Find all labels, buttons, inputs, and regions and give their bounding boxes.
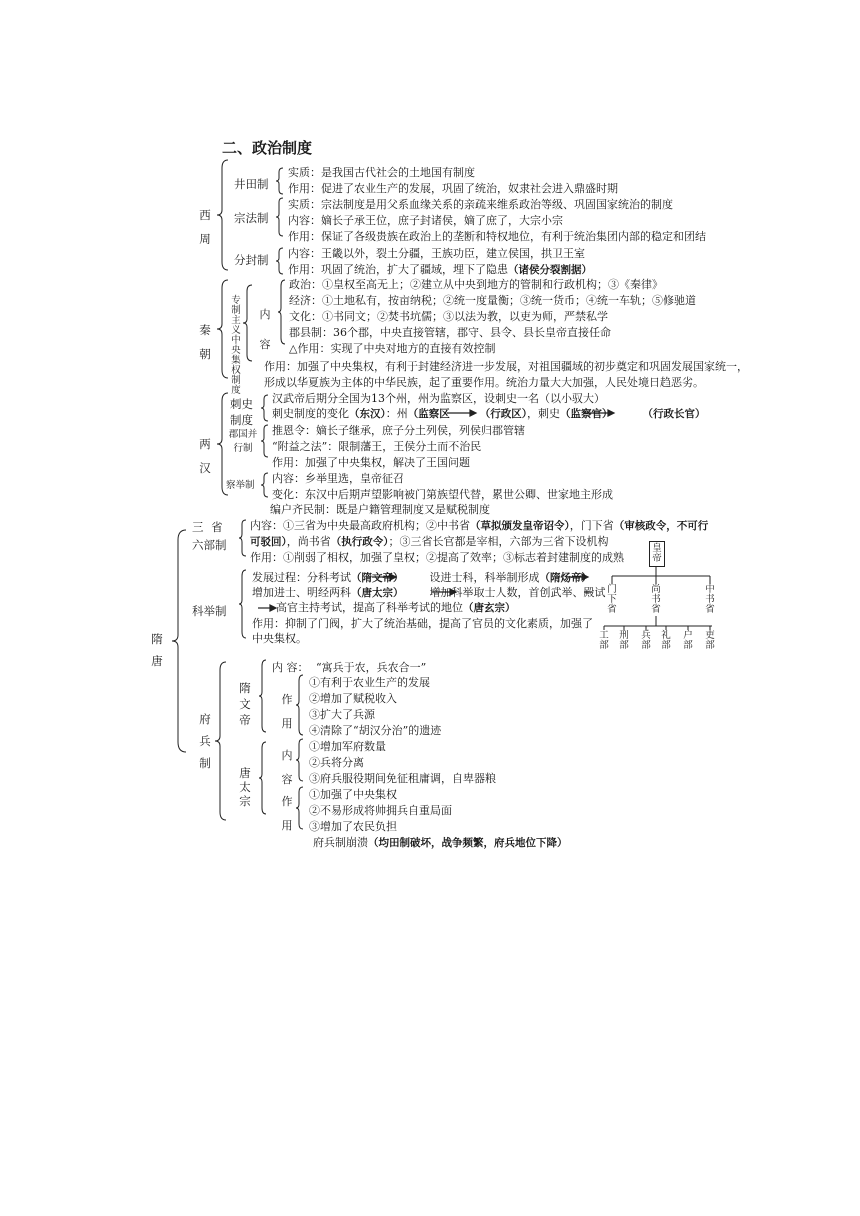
label-fubing: 府兵制 [199,712,211,770]
org-bingbu: 兵部 [641,630,651,651]
keju-line-2: 增加进士、明经两科（唐太宗） 增加科举取士人数，首创武举、殿试 [252,586,606,599]
org-hubu: 户部 [683,630,693,651]
sansheng-line-1: 内容：①三省为中央最高政府机构；②中书省（草拟颁发皇帝诏令），门下省（审核政令，不可行 [250,519,709,532]
era-xizhou: 西周 [199,208,211,246]
taizong-effect-1: ①加强了中央集权 [309,788,397,801]
taizong-effect-2: ②不易形成将帅拥兵自重局面 [309,804,452,817]
taizong-content-1: ①增加军府数量 [309,740,386,753]
sansheng-line-2: 可驳回），尚书省（执行政令）；③三省长官都是宰相，六部为三省下设机构 [250,535,609,548]
zongfa-line-3: 作用：保证了各级贵族在政治上的垄断和特权地位，有利于统治集团内部的稳定和团结 [288,230,706,243]
wendi-content-label: 内 容： [272,661,309,674]
label-cishi: 刺史制度 [230,397,253,427]
taizong-effect-3: ③增加了农民负担 [309,820,397,833]
bianhu-line: 编户齐民制：既是户籍管理制度又是赋税制度 [270,503,490,516]
org-zhongshu: 中书省 [705,584,715,615]
chaju-line-1: 内容：乡举里选，皇帝征召 [272,472,404,485]
qin-line-4: 郡县制：36个郡，中央直接管辖，郡守、县令、县长皇帝直接任命 [289,326,611,339]
taizong-content-2: ②兵将分离 [309,756,364,769]
qin-line-2: 经济：①土地私有，按亩纳税；②统一度量衡；③统一货币；④统一车轨；⑤修驰道 [289,294,696,307]
fubing-collapse: 府兵制崩溃（均田制破坏，战争频繁，府兵地位下降） [313,836,568,849]
org-xingbu: 刑部 [619,630,629,651]
label-sansheng-2: 六部制 [192,538,227,552]
wendi-effect-4: ④清除了“胡汉分治”的遗迹 [309,724,442,737]
label-zongfa: 宗法制 [234,211,269,225]
chaju-line-2: 变化：东汉中后期声望影响被门第族望代替，累世公卿、世家地主形成 [272,488,613,501]
label-jingtian: 井田制 [234,177,269,191]
qin-effect-1: 作用：加强了中央集权，有利于封建经济进一步发展，对祖国疆域的初步奠定和巩固发展国家统一， [264,360,748,373]
wendi-effect-1: ①有利于农业生产的发展 [309,676,430,689]
keju-line-1: 发展过程：分科考试（隋文帝） 设进士科，科举制形成（隋炀帝） [252,571,592,584]
wendi-effect-3: ③扩大了兵源 [309,708,375,721]
label-qin-system: 专制主义中央集权制度 [231,295,241,396]
jungou-line-3: 作用：加强了中央集权，解决了王国问题 [272,456,470,469]
label-chaju: 察举制 [226,480,255,491]
zongfa-line-1: 实质：宗法制度是用父系血缘关系的亲疏来维系政治等级、巩固国家统治的制度 [288,198,673,211]
qin-line-3: 文化：①书同文；②焚书坑儒；③以法为教，以吏为师，严禁私学 [289,310,608,323]
label-taizong: 唐太宗 [239,766,251,808]
fenfeng-line-2: 作用：巩固了统治，扩大了疆域，埋下了隐患（诸侯分裂割据） [288,263,592,276]
jingtian-line-1: 实质：是我国古代社会的土地国有制度 [288,166,475,179]
fenfeng-line-1: 内容：王畿以外，裂土分疆，王族功臣，建立侯国，拱卫王室 [288,247,585,260]
qin-effect-2: 形成以华夏族为主体的中华民族，起了重要作用。统治力量大大加强，人民处境日趋恶劣。 [264,376,704,389]
sansheng-line-3: 作用：①削弱了相权，加强了皇权；②提高了效率；③标志着封建制度的成熟 [250,551,624,564]
section-heading: 二、政治制度 [222,139,313,157]
era-suitang: 隋唐 [151,632,163,668]
wendi-effect-2: ②增加了赋税收入 [309,692,397,705]
label-jungou: 郡国并行制 [228,429,258,454]
keju-line-3: 高官主持考试，提高了科举考试的地位（唐玄宗） [276,601,516,614]
qin-line-1: 政治：①皇权至高无上；②建立从中央到地方的管制和行政机构；③《秦律》 [289,278,663,291]
jungou-line-2: “附益之法”：限制藩王，王侯分土而不治民 [272,440,482,453]
label-keju: 科举制 [192,604,227,618]
org-libu: 礼部 [661,630,671,651]
label-wendi: 隋文帝 [239,681,251,727]
label-qin-content: 内容 [259,308,271,351]
jungou-line-1: 推恩令：嫡长子继承，庶子分土列侯，列侯归郡管辖 [272,424,525,437]
keju-line-5: 中央集权。 [252,632,307,645]
wendi-effect-label: 作用 [281,693,293,730]
taizong-content-3: ③府兵服役期间免征租庸调，自卑器粮 [309,772,496,785]
cishi-line-2: 刺史制度的变化（东汉）：州（监察区 （行政区），刺史（监察官） （行政长官） [272,407,706,420]
cishi-line-1: 汉武帝后期分全国为13个州，州为监察区，设刺史一名（以小驭大） [272,392,605,405]
qin-line-5: △作用：实现了中央对地方的直接有效控制 [289,342,496,355]
keju-line-4: 作用：抑制了门阀，扩大了统治基础，提高了官员的文化素质，加强了 [252,617,593,630]
era-han: 两汉 [199,437,211,475]
label-fenfeng: 分封制 [234,253,269,267]
zongfa-line-2: 内容：嫡长子承王位，庶子封诸侯，嫡了庶了，大宗小宗 [288,214,563,227]
org-shangshu: 尚书省 [651,584,661,615]
org-libu-official: 吏部 [705,630,715,651]
taizong-content-label: 内容 [281,749,293,786]
taizong-effect-label: 作用 [281,795,293,832]
org-emperor: 皇帝 [649,541,665,567]
era-qin: 秦朝 [199,323,211,361]
wendi-content: “寓兵于农，兵农合一” [316,661,427,674]
jingtian-line-2: 作用：促进了农业生产的发展，巩固了统治，奴隶社会进入鼎盛时期 [288,182,618,195]
org-gongbu: 工部 [599,630,609,651]
label-sansheng-1: 三 省 [192,520,225,534]
org-menxia: 门下省 [607,584,617,615]
